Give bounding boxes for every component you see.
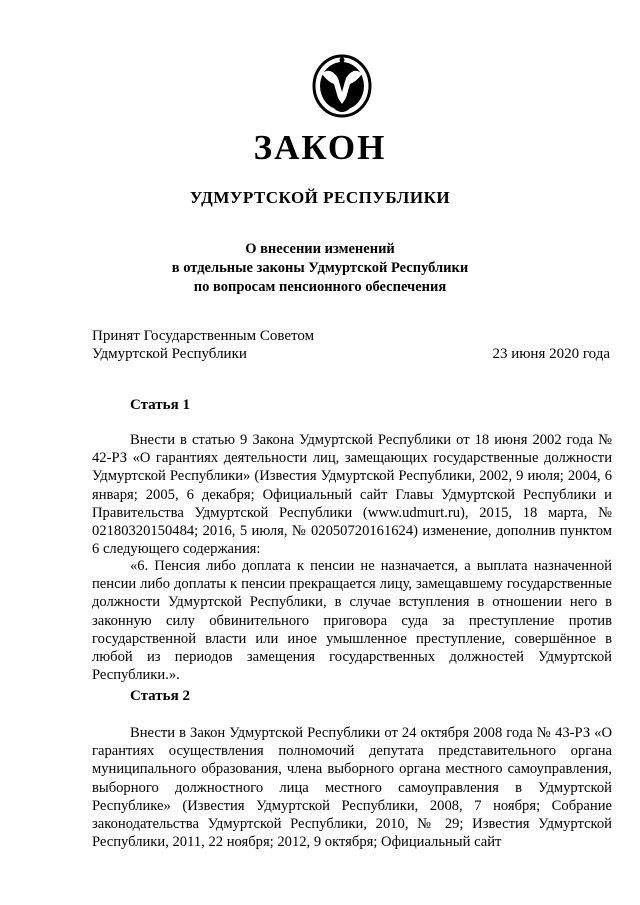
adoption-date: 23 июня 2020 года (492, 346, 610, 362)
law-heading-line: в отдельные законы Удмуртской Республики (171, 260, 469, 276)
article-2-title: Статья 2 (130, 688, 190, 704)
law-heading-line: по вопросам пенсионного обеспечения (193, 279, 447, 295)
adopted-by-line: Удмуртской Республики (92, 346, 247, 362)
article-1-quote: «6. Пенсия либо доплата к пенсии не назначается, а выплата назначенной пенсии либо доплаты к пенсии прекращается лицу, замещавшему государственные должности Удмуртской Республики, в случае вступления в отношении него в законную силу обвинительного приговора суда за преступление против государственной власти или иное умышленное преступление, совершённое в любой из периодов замещения государственных должностей Удмуртской Республики.». (92, 558, 612, 684)
adopted-by (92, 327, 314, 363)
law-heading (0, 240, 640, 297)
coat-of-arms-emblem (310, 48, 374, 120)
law-heading-line: О внесении изменений (245, 241, 395, 257)
article-1-title: Статья 1 (130, 397, 190, 413)
article-2-text: Внести в Закон Удмуртской Республики от 24 октября 2008 года № 43-РЗ «О гарантиях осуществления полномочий депутата представительного органа муниципального образования, члена выборного органа местного самоуправления, выборного должностного лица местного самоуправления в Удмуртской Республике» (Известия Удмуртской Республики, 2008, 7 ноября; Собрание законодательства Удмуртской Республики, 2010, № 29; Известия Удмуртской Республики, 2011, 22 ноября; 2012, 9 октября; Официальный сайт (92, 725, 612, 851)
adopted-by-line: Принят Государственным Советом (92, 328, 315, 344)
document-title: ЗАКОН (253, 128, 387, 167)
document-subtitle: УДМУРТСКОЙ РЕСПУБЛИКИ (189, 188, 451, 207)
article-1-text: Внести в статью 9 Закона Удмуртской Республики от 18 июня 2002 года № 42-РЗ «О гарантиях деятельности лиц, замещающих государственные должности Удмуртской Республики» (Известия Удмуртской Республики, 2002, 9 июля; 2004, 6 января; 2005, 6 декабря; Официальный сайт Главы Удмуртской Республики и Правительства Удмуртской Республики (www.udmurt.ru), 2015, 18 марта, № 02180320150484; 2016, 5 июля, № 02050720161624) изменение, дополнив пунктом 6 следующего содержания: (92, 432, 612, 558)
